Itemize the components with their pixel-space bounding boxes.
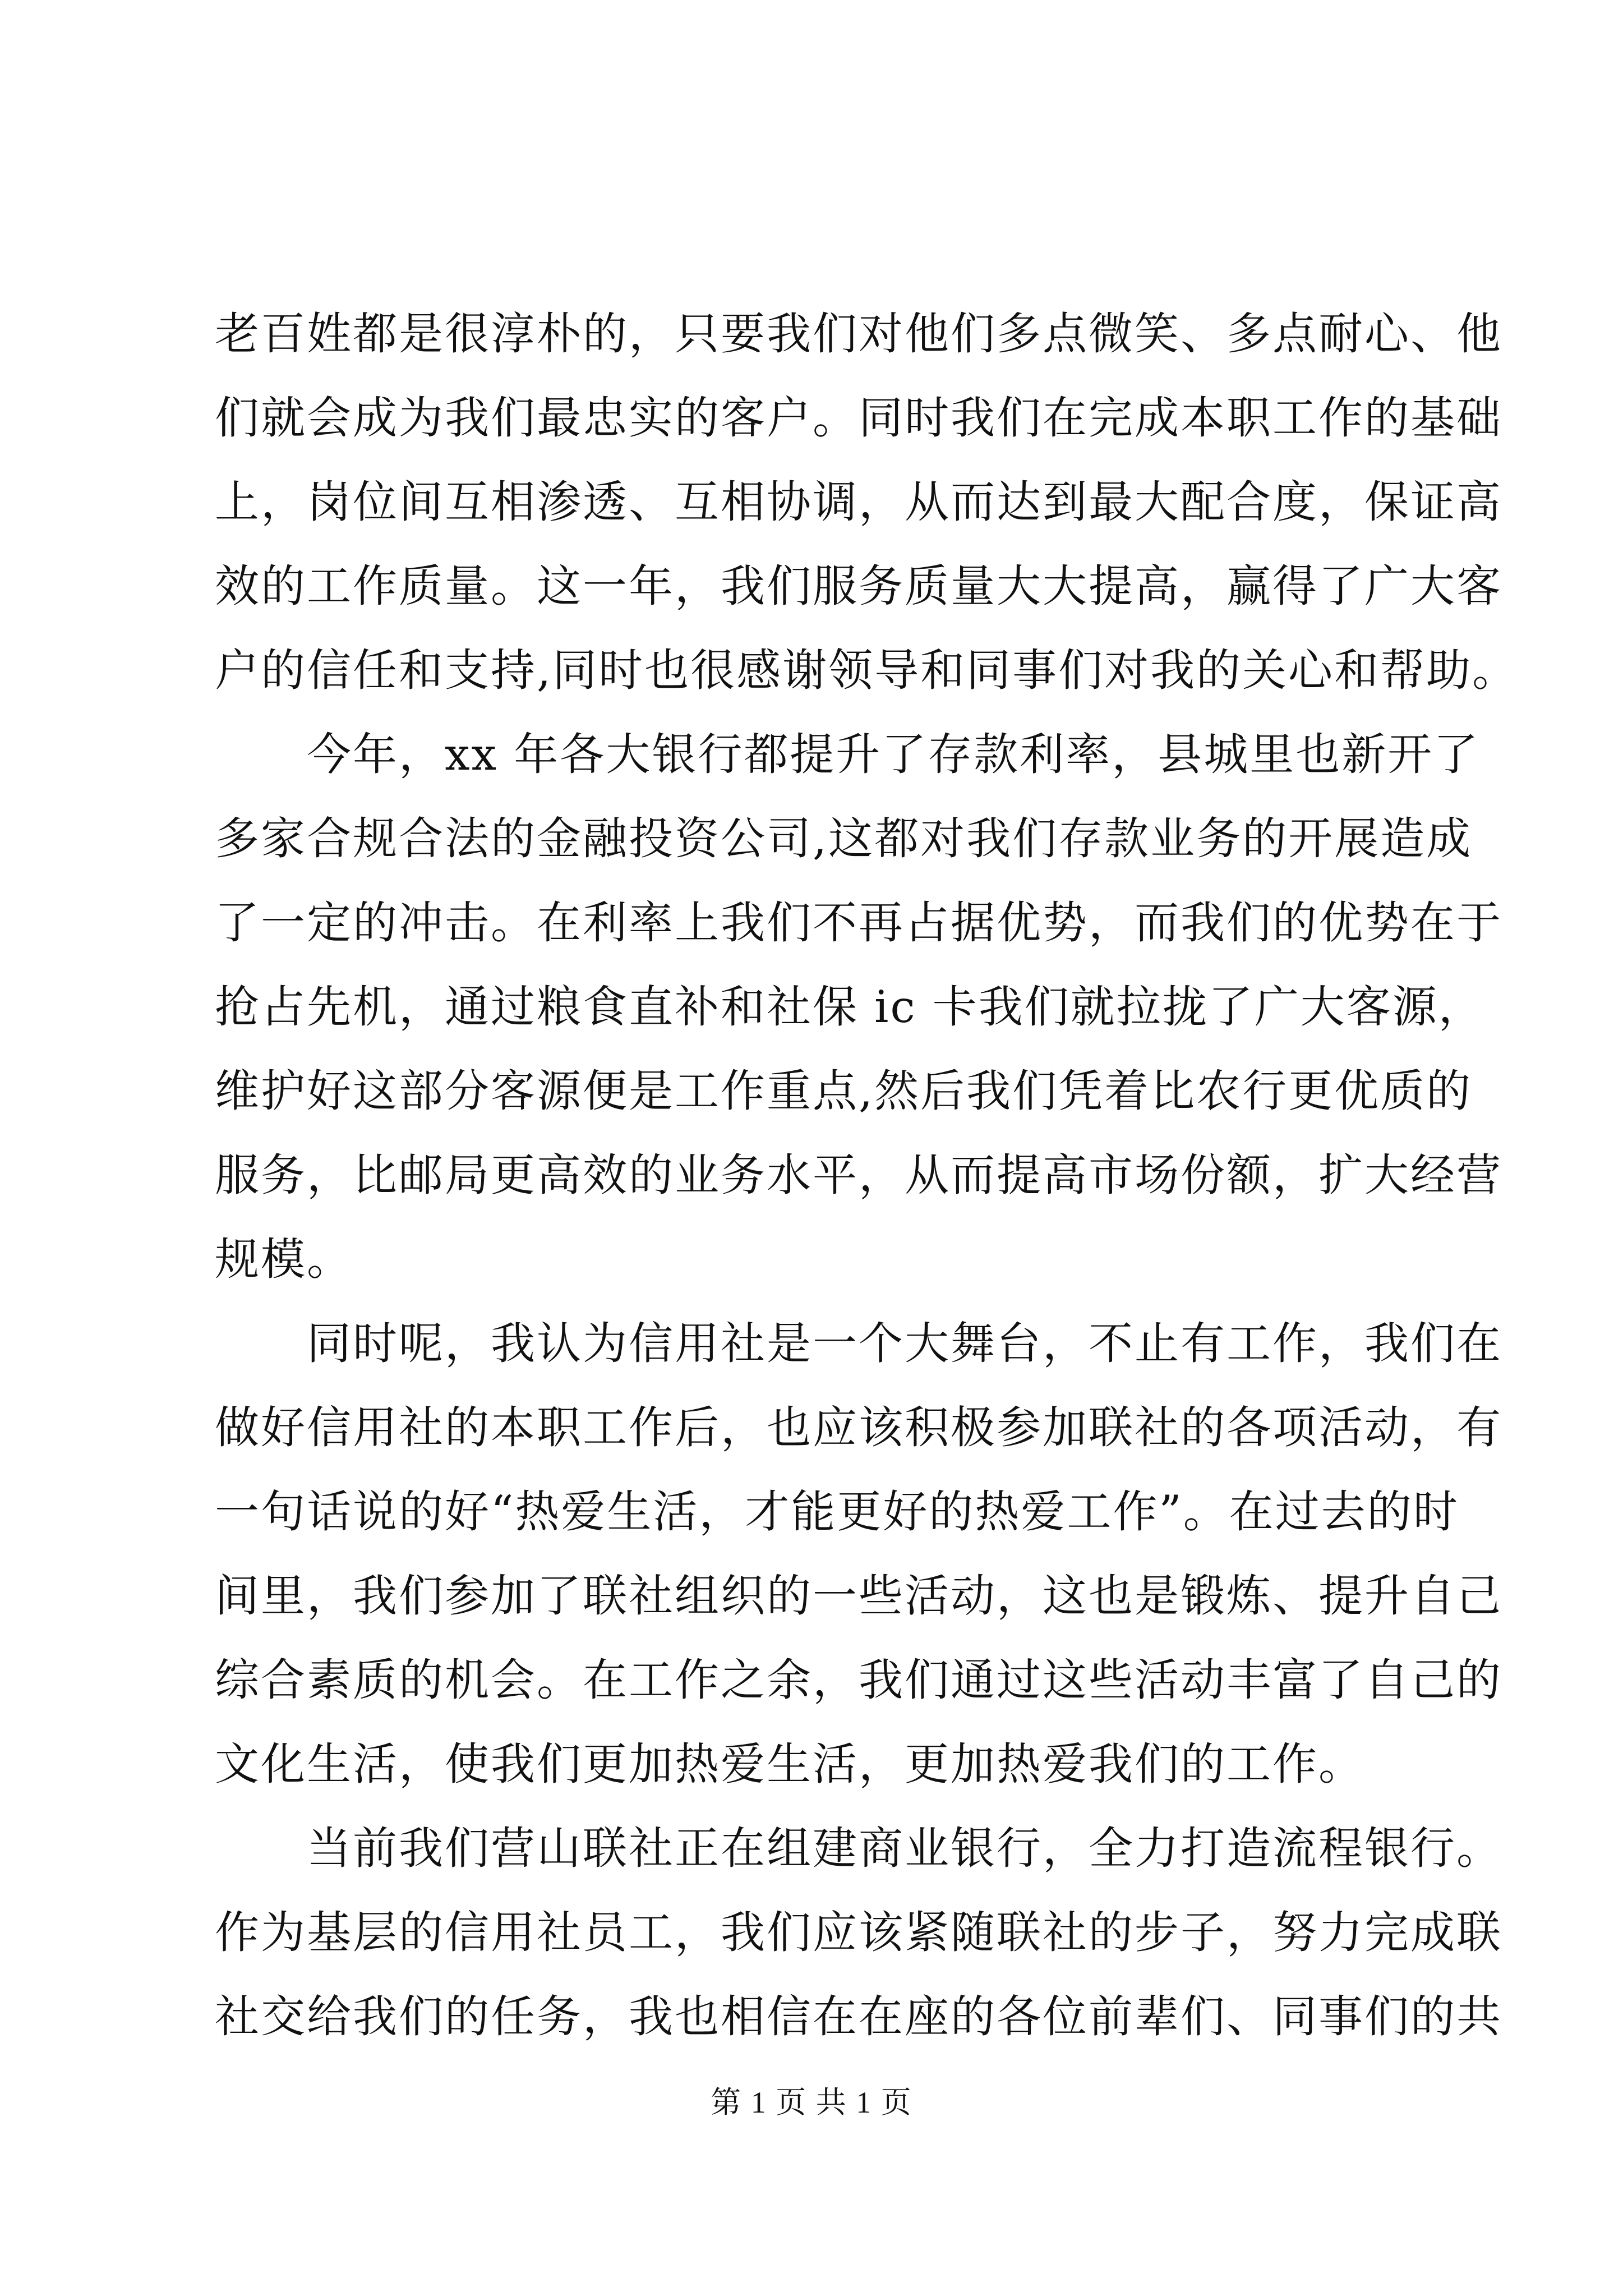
- text-line: 老百姓都是很淳朴的，只要我们对他们多点微笑、多点耐心、他: [215, 308, 1502, 360]
- text-line: 规模。: [215, 1234, 353, 1285]
- text-line: 们就会成为我们最忠实的客户。同时我们在完成本职工作的基础: [215, 392, 1502, 444]
- text-line: 维护好这部分客源便是工作重点,然后我们凭着比农行更优质的: [215, 1065, 1473, 1117]
- text-line: 一句话说的好“热爱生活，才能更好的热爱工作”。在过去的时: [215, 1486, 1459, 1538]
- text-line: 效的工作质量。这一年，我们服务质量大大提高，赢得了广大客: [215, 560, 1502, 612]
- text-line: 了一定的冲击。在利率上我们不再占据优势，而我们的优势在于: [215, 897, 1502, 949]
- page-footer: 第 1 页 共 1 页: [711, 2086, 912, 2119]
- text-line: 间里，我们参加了联社组织的一些活动，这也是锻炼、提升自己: [215, 1570, 1502, 1622]
- text-line: 服务，比邮局更高效的业务水平，从而提高市场份额，扩大经营: [215, 1149, 1502, 1201]
- text-line: 做好信用社的本职工作后，也应该积极参加联社的各项活动，有: [215, 1402, 1502, 1453]
- text-line: 当前我们营山联社正在组建商业银行，全力打造流程银行。: [215, 1823, 1502, 1874]
- text-line: 作为基层的信用社员工，我们应该紧随联社的步子，努力完成联: [215, 1907, 1502, 1958]
- text-line: 多家合规合法的金融投资公司,这都对我们存款业务的开展造成: [215, 813, 1473, 864]
- text-line: 文化生活，使我们更加热爱生活，更加热爱我们的工作。: [215, 1738, 1364, 1790]
- text-line: 抢占先机，通过粮食直补和社保 ic 卡我们就拉拢了广大客源，: [215, 981, 1484, 1033]
- text-line: 上，岗位间互相渗透、互相协调，从而达到最大配合度，保证高: [215, 476, 1502, 528]
- text-line: 户的信任和支持,同时也很感谢领导和同事们对我的关心和帮助。: [215, 645, 1519, 696]
- text-line: 综合素质的机会。在工作之余，我们通过这些活动丰富了自己的: [215, 1654, 1502, 1706]
- text-line: 今年，xx 年各大银行都提升了存款利率，县城里也新开了: [215, 729, 1480, 780]
- text-line: 同时呢，我认为信用社是一个大舞台，不止有工作，我们在: [215, 1318, 1502, 1369]
- text-line: 社交给我们的任务，我也相信在在座的各位前辈们、同事们的共: [215, 1991, 1502, 2042]
